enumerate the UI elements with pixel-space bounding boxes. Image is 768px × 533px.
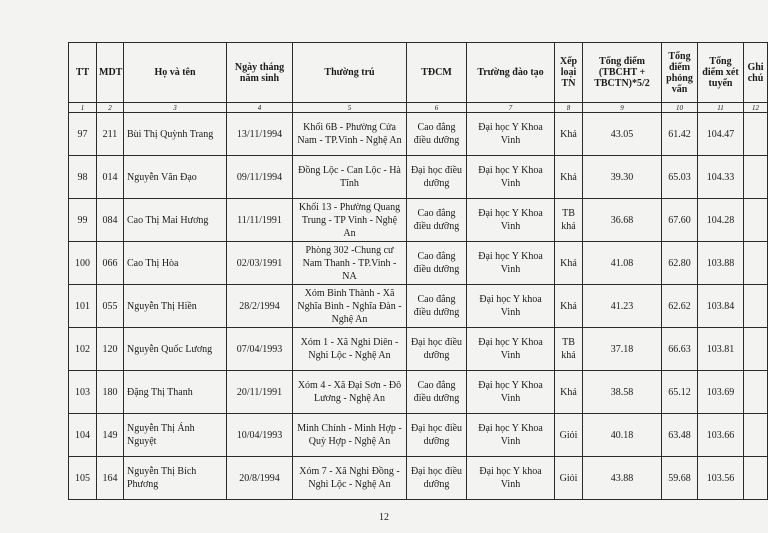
cell-rank: Khá	[555, 113, 583, 156]
cell-dob: 07/04/1993	[227, 328, 293, 371]
table-row	[69, 156, 768, 199]
cell-tt: 105	[69, 457, 97, 500]
cell-final-score: 103.69	[698, 371, 744, 414]
cell-mdt: 211	[97, 113, 124, 156]
cell-interview-score: 61.42	[662, 113, 698, 156]
cell-name: Nguyễn Thị Bích Phương	[124, 457, 227, 500]
cell-name: Bùi Thị Quỳnh Trang	[124, 113, 227, 156]
column-number: 1	[69, 103, 97, 113]
cell-school: Đại học Y Khoa Vinh	[467, 414, 555, 457]
cell-school: Đại học Y khoa Vinh	[467, 457, 555, 500]
header-school: Trường đào tạo	[467, 43, 555, 103]
table-row	[69, 328, 768, 371]
cell-total-score: 41.23	[583, 285, 662, 328]
cell-mdt: 084	[97, 199, 124, 242]
column-number: 5	[293, 103, 407, 113]
cell-final-score: 104.33	[698, 156, 744, 199]
column-number: 11	[698, 103, 744, 113]
table-row	[69, 457, 768, 500]
cell-note	[744, 285, 768, 328]
header-address: Thường trú	[293, 43, 407, 103]
cell-address: Minh Chính - Minh Hợp - Quỳ Hợp - Nghệ An	[293, 414, 407, 457]
cell-total-score: 37.18	[583, 328, 662, 371]
column-number: 9	[583, 103, 662, 113]
cell-dob: 02/03/1991	[227, 242, 293, 285]
cell-tt: 103	[69, 371, 97, 414]
cell-name: Đặng Thị Thanh	[124, 371, 227, 414]
cell-rank: TB khá	[555, 328, 583, 371]
cell-interview-score: 62.80	[662, 242, 698, 285]
cell-interview-score: 67.60	[662, 199, 698, 242]
column-number: 2	[97, 103, 124, 113]
header-name: Họ và tên	[124, 43, 227, 103]
cell-interview-score: 62.62	[662, 285, 698, 328]
cell-dob: 20/11/1991	[227, 371, 293, 414]
cell-name: Nguyễn Quốc Lương	[124, 328, 227, 371]
cell-school: Đại học Y Khoa Vinh	[467, 328, 555, 371]
cell-note	[744, 328, 768, 371]
cell-note	[744, 414, 768, 457]
cell-tt: 101	[69, 285, 97, 328]
cell-final-score: 103.66	[698, 414, 744, 457]
column-number: 10	[662, 103, 698, 113]
header-tt: TT	[69, 43, 97, 103]
cell-dob: 13/11/1994	[227, 113, 293, 156]
cell-tdcm: Cao đẳng điều dưỡng	[407, 199, 467, 242]
cell-mdt: 014	[97, 156, 124, 199]
column-number: 7	[467, 103, 555, 113]
cell-name: Nguyễn Thị Hiền	[124, 285, 227, 328]
cell-address: Đồng Lộc - Can Lộc - Hà Tĩnh	[293, 156, 407, 199]
table-row	[69, 414, 768, 457]
cell-interview-score: 59.68	[662, 457, 698, 500]
header-rank: Xếp loại TN	[555, 43, 583, 103]
header-tdcm: TĐCM	[407, 43, 467, 103]
header-mdt: MDT	[97, 43, 124, 103]
cell-total-score: 36.68	[583, 199, 662, 242]
header-final-score: Tổng điểm xét tuyển	[698, 43, 744, 103]
cell-dob: 11/11/1991	[227, 199, 293, 242]
table-row	[69, 113, 768, 156]
cell-rank: Khá	[555, 156, 583, 199]
table-row	[69, 199, 768, 242]
cell-rank: Khá	[555, 285, 583, 328]
cell-tdcm: Đại học điều dưỡng	[407, 328, 467, 371]
cell-tt: 98	[69, 156, 97, 199]
cell-mdt: 055	[97, 285, 124, 328]
cell-rank: Giỏi	[555, 457, 583, 500]
cell-mdt: 180	[97, 371, 124, 414]
cell-dob: 10/04/1993	[227, 414, 293, 457]
cell-tt: 104	[69, 414, 97, 457]
cell-rank: TB khá	[555, 199, 583, 242]
cell-school: Đại học Y Khoa Vinh	[467, 199, 555, 242]
cell-interview-score: 66.63	[662, 328, 698, 371]
cell-tdcm: Đại học điều dưỡng	[407, 156, 467, 199]
cell-name: Nguyễn Văn Đạo	[124, 156, 227, 199]
cell-tt: 102	[69, 328, 97, 371]
column-number: 6	[407, 103, 467, 113]
cell-note	[744, 242, 768, 285]
table-row	[69, 371, 768, 414]
cell-total-score: 38.58	[583, 371, 662, 414]
header-interview-score: Tổng điểm phỏng vấn	[662, 43, 698, 103]
cell-total-score: 43.05	[583, 113, 662, 156]
cell-address: Xóm 7 - Xã Nghi Đồng - Nghi Lộc - Nghệ An	[293, 457, 407, 500]
cell-mdt: 120	[97, 328, 124, 371]
column-number: 12	[744, 103, 768, 113]
cell-tdcm: Cao đẳng điều dưỡng	[407, 242, 467, 285]
table-row	[69, 285, 768, 328]
column-number: 4	[227, 103, 293, 113]
cell-school: Đại học Y khoa Vinh	[467, 285, 555, 328]
cell-address: Phòng 302 -Chung cư Nam Thanh - TP.Vinh - NA	[293, 242, 407, 285]
cell-total-score: 41.08	[583, 242, 662, 285]
table-header-row	[69, 43, 768, 103]
cell-tt: 97	[69, 113, 97, 156]
cell-tt: 99	[69, 199, 97, 242]
cell-rank: Giỏi	[555, 414, 583, 457]
cell-address: Xóm 1 - Xã Nghi Diên - Nghi Lộc - Nghệ An	[293, 328, 407, 371]
cell-tdcm: Đại học điều dưỡng	[407, 414, 467, 457]
cell-tdcm: Cao đẳng điều dưỡng	[407, 113, 467, 156]
column-number-row	[69, 103, 768, 113]
cell-final-score: 103.84	[698, 285, 744, 328]
cell-dob: 28/2/1994	[227, 285, 293, 328]
cell-school: Đại học Y Khoa Vinh	[467, 371, 555, 414]
column-number: 8	[555, 103, 583, 113]
cell-note	[744, 156, 768, 199]
cell-dob: 20/8/1994	[227, 457, 293, 500]
cell-dob: 09/11/1994	[227, 156, 293, 199]
cell-school: Đại học Y Khoa Vinh	[467, 156, 555, 199]
page-number: 12	[379, 512, 389, 523]
cell-tt: 100	[69, 242, 97, 285]
header-note: Ghi chú	[744, 43, 768, 103]
cell-total-score: 43.88	[583, 457, 662, 500]
cell-address: Khối 6B - Phường Cửa Nam - TP.Vinh - Nghệ An	[293, 113, 407, 156]
cell-note	[744, 457, 768, 500]
cell-total-score: 40.18	[583, 414, 662, 457]
cell-address: Xóm Bình Thành - Xã Nghĩa Bình - Nghĩa Đàn - Nghệ An	[293, 285, 407, 328]
cell-final-score: 103.88	[698, 242, 744, 285]
cell-interview-score: 65.03	[662, 156, 698, 199]
cell-note	[744, 371, 768, 414]
cell-total-score: 39.30	[583, 156, 662, 199]
column-number: 3	[124, 103, 227, 113]
cell-address: Khối 13 - Phường Quang Trung - TP Vinh - Nghệ An	[293, 199, 407, 242]
cell-rank: Khá	[555, 242, 583, 285]
cell-rank: Khá	[555, 371, 583, 414]
cell-note	[744, 199, 768, 242]
cell-final-score: 103.56	[698, 457, 744, 500]
cell-mdt: 149	[97, 414, 124, 457]
admission-results-table	[68, 42, 768, 500]
cell-name: Nguyễn Thị Ánh Nguyệt	[124, 414, 227, 457]
cell-final-score: 104.47	[698, 113, 744, 156]
cell-mdt: 066	[97, 242, 124, 285]
cell-tdcm: Cao đẳng điều dưỡng	[407, 371, 467, 414]
cell-school: Đại học Y Khoa Vinh	[467, 242, 555, 285]
header-total-score: Tổng điểm (TBCHT + TBCTN)*5/2	[583, 43, 662, 103]
cell-name: Cao Thị Hòa	[124, 242, 227, 285]
header-dob: Ngày tháng năm sinh	[227, 43, 293, 103]
cell-final-score: 103.81	[698, 328, 744, 371]
cell-note	[744, 113, 768, 156]
cell-mdt: 164	[97, 457, 124, 500]
cell-tdcm: Đại học điều dưỡng	[407, 457, 467, 500]
cell-final-score: 104.28	[698, 199, 744, 242]
cell-school: Đại học Y Khoa Vinh	[467, 113, 555, 156]
cell-tdcm: Cao đẳng điều dưỡng	[407, 285, 467, 328]
cell-address: Xóm 4 - Xã Đại Sơn - Đô Lương - Nghệ An	[293, 371, 407, 414]
table-row	[69, 242, 768, 285]
cell-name: Cao Thị Mai Hương	[124, 199, 227, 242]
cell-interview-score: 65.12	[662, 371, 698, 414]
cell-interview-score: 63.48	[662, 414, 698, 457]
